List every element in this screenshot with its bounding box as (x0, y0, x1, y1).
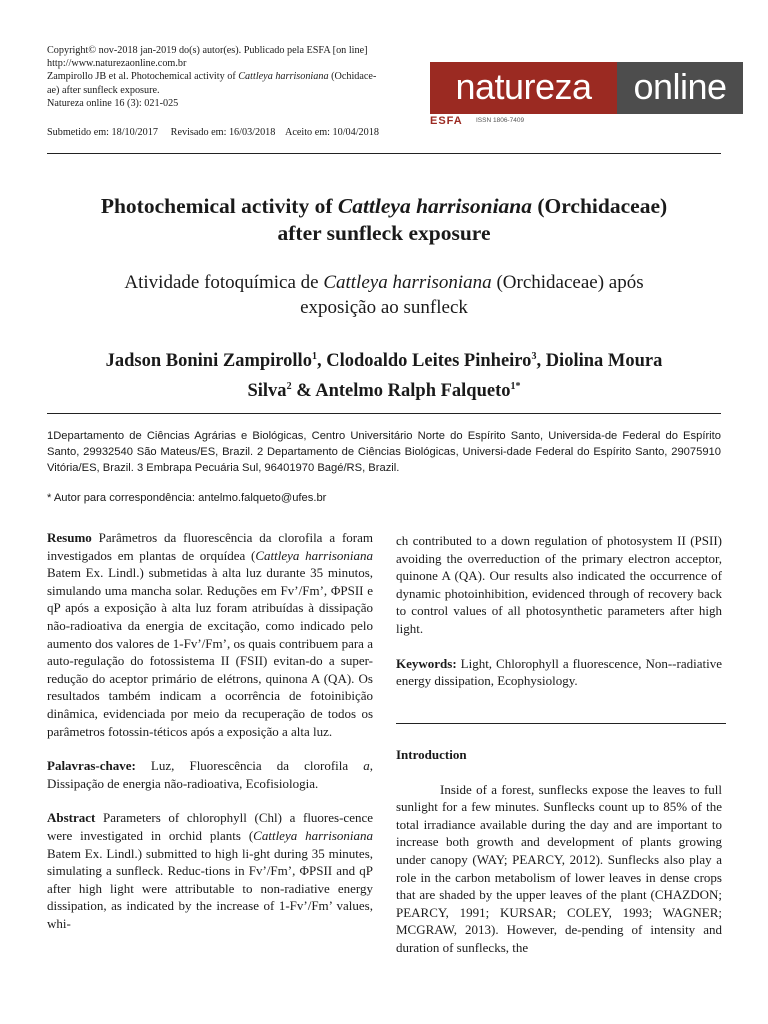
introduction-text: Inside of a forest, sunflecks expose the leaves to full sunlight for a few minutes. Sunflecks count up to 85% of the total irradiance available during the day and are important to increase both growth and development of plants growing under canopy (WAY; PEARCY, 2012). Sunflecks also play a role in the carbon metabolism of lower leaves in dense crops that are shaded by the upper leaves of the plant (CHAZDON; PEARCY, 1991; KURSAR; COLEY, 1993; WAGNER; MCGRAW, 2013). However, de-pending of intensity and duration of sunflecks, the (396, 781, 722, 955)
journal-issue: Natureza online 16 (3): 021-025 (47, 97, 179, 109)
correspondence: * Autor para correspondência: antelmo.falqueto@ufes.br (47, 492, 327, 504)
resumo-paragraph: Resumo Parâmetros da fluorescência da clorofila a foram investigados em plantas de orquídea (Cattleya harrisoniana Batem Ex. Lindl.) submetidas à alta luz durante 35 minutos, simulando uma mancha solar. Reduções em Fv’/Fm’, ΦPSII e qP após a exposição à alta luz foram atribuídas à dissipação não-radioativa da energia de excitação, como indicado pelo aumento dos valores de 1-Fv’/Fm’, os quais contribuem para a auto-regulação do fotossistema II (FSII) evitan-do a super-redução do aceptor primário de elétrons, quinona A (QA). Os resultados também indicam a ocorrência de fotoinibição dinâmica, evidenciada por meio da recuperação de todos os parâmetros fotossin-téticos após a exposição a alta luz. (47, 530, 374, 739)
introduction-section (396, 746, 722, 957)
article-metadata (47, 44, 427, 139)
journal-url[interactable]: http://www.naturezaonline.com.br (47, 58, 187, 70)
submitted-date: Submetido em: 18/10/2017 (47, 127, 158, 139)
revised-date: Revisado em: 16/03/2018 (170, 127, 276, 139)
right-column-top (396, 532, 722, 690)
abstract-paragraph: Abstract Parameters of chlorophyll (Chl) a fluores-cence were investigated in orchid plants (Cattleya harrisoniana Batem Ex. Lindl.) submitted to high li-ght during 35 minutes, simulating a sunfleck. Reduc-tions in Fv’/Fm’, ΦPSII and qP after high light were attributable to non-radiative energy dissipation, as indicated by the increase of 1-Fv’/Fm’ values, whi- (47, 810, 373, 931)
esfa-mark: ESFA (430, 115, 463, 127)
paper-subtitle: Atividade fotoquímica de Cattleya harrisoniana (Orchidaceae) após exposição ao sunfleck (124, 272, 644, 318)
paper-title: Photochemical activity of Cattleya harrisoniana (Orchidaceae) after sunfleck exposure (100, 194, 668, 245)
abstract-continued: ch contributed to a down regulation of photosystem II (PSII) avoiding the overreduction of the primary electron acceptor, quinone A (QA). Our results also indicated the occurrence of dynamic photoinhibition, evidenced through of recovery back to control values of all photosynthetic parameters after high light. (396, 533, 722, 636)
author-list: Jadson Bonini Zampirollo$^1$, Clodoaldo Leites Pinheiro$^3$, Diolina Moura Silva$^2$ & Antelmo Ralph Falqueto$^{1*}$ (105, 351, 663, 402)
journal-logo (430, 62, 743, 114)
header-divider (47, 153, 721, 154)
authors-divider (47, 413, 721, 414)
logo-subline (430, 115, 743, 129)
left-column (47, 529, 373, 932)
keywords: Keywords: Light, Chlorophyll a fluorescence, Non--radiative energy dissipation, Ecophysiology. (396, 655, 722, 689)
accepted-date: Aceito em: 10/04/2018 (285, 127, 379, 139)
copyright-line: Copyright© nov-2018 jan-2019 do(s) autor(es). Publicado pela ESFA [on line] (47, 45, 368, 56)
citation-line-2: ae) after sunfleck exposure. (47, 84, 160, 96)
palavras-chave: Palavras-chave: Luz, Fluorescência da clorofila a, Dissipação de energia não-radioativa, Ecofisiologia. (47, 758, 373, 791)
submission-dates (47, 126, 427, 139)
introduction-heading: Introduction (396, 747, 467, 762)
citation-line: Zampirollo JB et al. Photochemical activity of Cattleya harrisoniana (Ochidace- (47, 71, 377, 83)
logo-online: online (617, 62, 743, 114)
affiliations: 1Departamento de Ciências Agrárias e Biológicas, Centro Universitário Norte do Espírito Santo, Universida-de Federal do Espírito Santo, 29932540 São Mateus/ES, Brazil. 2 Departamento de Ciências Biológicas, Universi-dade Federal do Espírito Santo, 29075910 Vitória/ES, Brazil. 3 Embrapa Pecuária Sul, 96401970 Bagé/RS, Brazil. (47, 430, 721, 474)
logo-natureza: natureza (430, 62, 617, 114)
issn-text: ISSN 1806-7409 (476, 117, 525, 124)
keywords-divider (396, 723, 726, 724)
